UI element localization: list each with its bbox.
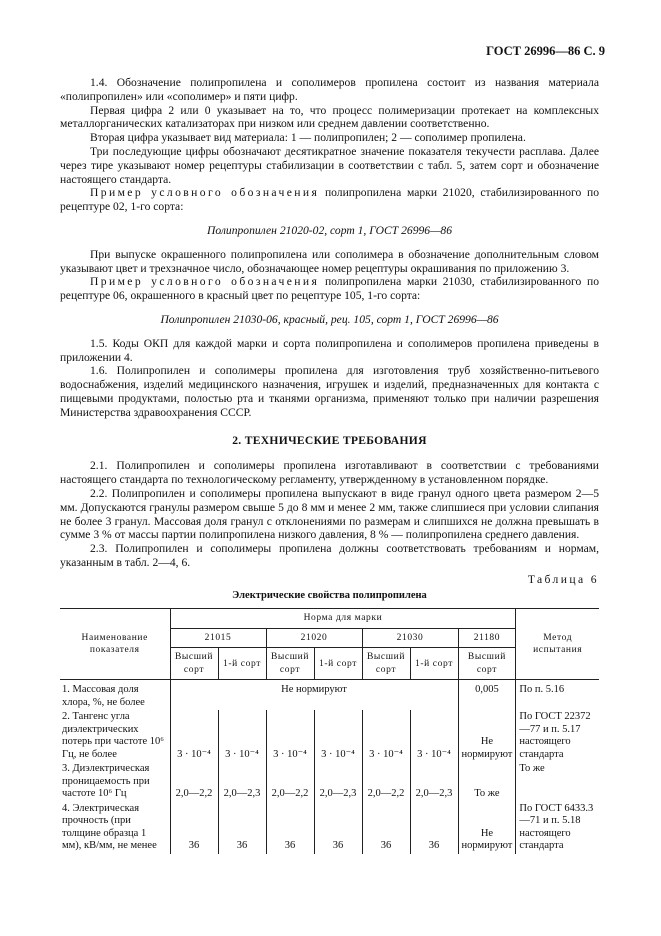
table-label: Таблица 6 <box>527 572 599 586</box>
section-title: 2. ТЕХНИЧЕСКИЕ ТРЕБОВАНИЯ <box>232 433 427 447</box>
example-heading: Пример условного обозначения <box>90 186 320 200</box>
example-designation-2: Полипропилен 21030-06, красный, рец. 105, сорт 1, ГОСТ 26996—86 <box>160 312 499 326</box>
row-name: 4. Электрическая прочность (при толщине образца 1 мм), кВ/мм, не менее <box>60 802 170 854</box>
paragraph-colored: При выпуске окрашенного полипропилена или сополимера в обозначение дополнительным словом указывают цвет и трехзначное число, обозначающее номер рецептуры окрашивания по приложению 3. <box>60 247 599 275</box>
paragraph-three-digits: Три последующие цифры обозначают десятикратное значение показателя текучести расплава. Далее через тире указывают номер рецептуры стабилизации в соответствии с табл. 5, затем сорт и обозначение настоящего стандарта. <box>60 144 599 186</box>
header-grade: 21020 <box>266 628 362 648</box>
table-row <box>60 762 599 802</box>
row-method: То же <box>516 762 599 802</box>
table-cell: 36 <box>170 802 218 854</box>
header-grade: 21030 <box>362 628 458 648</box>
table-cell: 36 <box>266 802 314 854</box>
paragraph-example-1 <box>60 186 599 214</box>
table-cell: 36 <box>218 802 266 854</box>
row-method: По ГОСТ 6433.3—71 и п. 5.18 настоящего стандарта <box>516 802 599 854</box>
table-cell: 2,0—2,2 <box>362 762 410 802</box>
example-text: полипропилена марки 21030, стабилизированного по рецептуре 06, окрашенного в красный цвет по рецептуре 105, 1-го сорта: <box>60 275 599 303</box>
paragraph-1-6: 1.6. Полипропилен и сополимеры пропилена для изготовления труб хозяйственно-питьевого водоснабжения, изделий медицинского назначения, игрушек и изделий, предназначенных для контакта с пищевыми продуктами, полостью рта и тканями организма, применяют только при наличии разрешения Министерства здравоохранения СССР. <box>60 364 599 419</box>
row-method: По п. 5.16 <box>516 680 599 711</box>
row-name: 2. Тангенс угла диэлектрических потерь при частоте 10⁶ Гц, не более <box>60 710 170 762</box>
example-text: полипропилена марки 21020, стабилизированного по рецептуре 02, 1-го сорта: <box>60 186 599 214</box>
header-sort: 1-й сорт <box>410 648 458 680</box>
table-cell: Не нормируют <box>458 710 516 762</box>
table-cell: 3 · 10⁻⁴ <box>314 710 362 762</box>
table-cell: 3 · 10⁻⁴ <box>266 710 314 762</box>
table-cell: 36 <box>362 802 410 854</box>
header-grade: 21180 <box>458 628 516 648</box>
table-row <box>60 802 599 854</box>
header-name: Наименование показателя <box>60 609 170 680</box>
paragraph-2-2: 2.2. Полипропилен и сополимеры пропилена выпускают в виде гранул одного цвета размером 2—5 мм. Допускаются гранулы размером свыше 5 до 8 мм и менее 2 мм, также слипшиеся при условии слипания не более 3 гранул. Массовая доля гранул с отклонениями по размерам и слипшихся не должна превышать в сумме 3 % от массы партии полипропилена низкого давления, 8 % — полипропилена среднего давления. <box>60 486 599 542</box>
row-name: 1. Массовая доля хлора, %, не более <box>60 680 170 711</box>
paragraph-2-3: 2.3. Полипропилен и сополимеры пропилена должны соответствовать требованиям и нормам, указанным в табл. 2—4, 6. <box>60 542 599 569</box>
table-cell: 3 · 10⁻⁴ <box>410 710 458 762</box>
header-sort: 1-й сорт <box>314 648 362 680</box>
header-sort: Высший сорт <box>266 648 314 680</box>
paragraph-second-digit: Вторая цифра указывает вид материала: 1 — полипропилен; 2 — сополимер пропилена. <box>90 131 526 145</box>
cell-not-normed: Не нормируют <box>281 684 347 696</box>
header-sort: Высший сорт <box>362 648 410 680</box>
electrical-properties-table <box>60 608 599 854</box>
header-grade: 21015 <box>170 628 266 648</box>
header-sort: 1-й сорт <box>218 648 266 680</box>
paragraph-1-5: 1.5. Коды ОКП для каждой марки и сорта полипропилена и сополимеров пропилена приведены в приложении 4. <box>60 336 599 364</box>
example-designation-1: Полипропилен 21020-02, сорт 1, ГОСТ 26996—86 <box>206 223 453 237</box>
row-method: По ГОСТ 22372—77 и п. 5.17 настоящего стандарта <box>516 710 599 762</box>
paragraph-2-1: 2.1. Полипропилен и сополимеры пропилена изготавливают в соответствии с требованиями настоящего стандарта по технологическому регламенту, утвержденному в установленном порядке. <box>60 459 599 487</box>
header-method: Метод испытания <box>516 609 599 680</box>
table-cell: 3 · 10⁻⁴ <box>170 710 218 762</box>
table-cell: 36 <box>410 802 458 854</box>
table-cell: 3 · 10⁻⁴ <box>362 710 410 762</box>
table-row <box>60 680 599 711</box>
table-cell: 2,0—2,3 <box>314 762 362 802</box>
table-cell: 2,0—2,2 <box>266 762 314 802</box>
table-cell: 2,0—2,3 <box>410 762 458 802</box>
example-heading: Пример условного обозначения <box>90 275 320 289</box>
table-cell: 2,0—2,2 <box>170 762 218 802</box>
header-norm: Норма для марки <box>170 609 516 629</box>
table-cell: 0,005 <box>458 680 516 711</box>
table-caption: Электрические свойства полипропилена <box>232 589 427 601</box>
row-name: 3. Диэлектрическая проницаемость при частоте 10⁶ Гц <box>60 762 170 802</box>
document-body <box>60 76 599 854</box>
header-sort: Высший сорт <box>458 648 516 680</box>
table-row <box>60 710 599 762</box>
table-cell: То же <box>458 762 516 802</box>
paragraph-example-2 <box>60 275 599 303</box>
table-cell: Не нормируют <box>458 802 516 854</box>
paragraph-1-4: 1.4. Обозначение полипропилена и сополимеров пропилена состоит из названия материала «полипропилен» или «сополимер» и пяти цифр. <box>60 76 599 103</box>
table-cell: 3 · 10⁻⁴ <box>218 710 266 762</box>
header-sort: Высший сорт <box>170 648 218 680</box>
page-header: ГОСТ 26996—86 С. 9 <box>486 44 605 58</box>
paragraph-first-digit: Первая цифра 2 или 0 указывает на то, что процесс полимеризации протекает на комплексных металлорганических катализаторах при низком или среднем давлении соответственно. <box>60 103 599 131</box>
table-cell: 36 <box>314 802 362 854</box>
table-cell: 2,0—2,3 <box>218 762 266 802</box>
